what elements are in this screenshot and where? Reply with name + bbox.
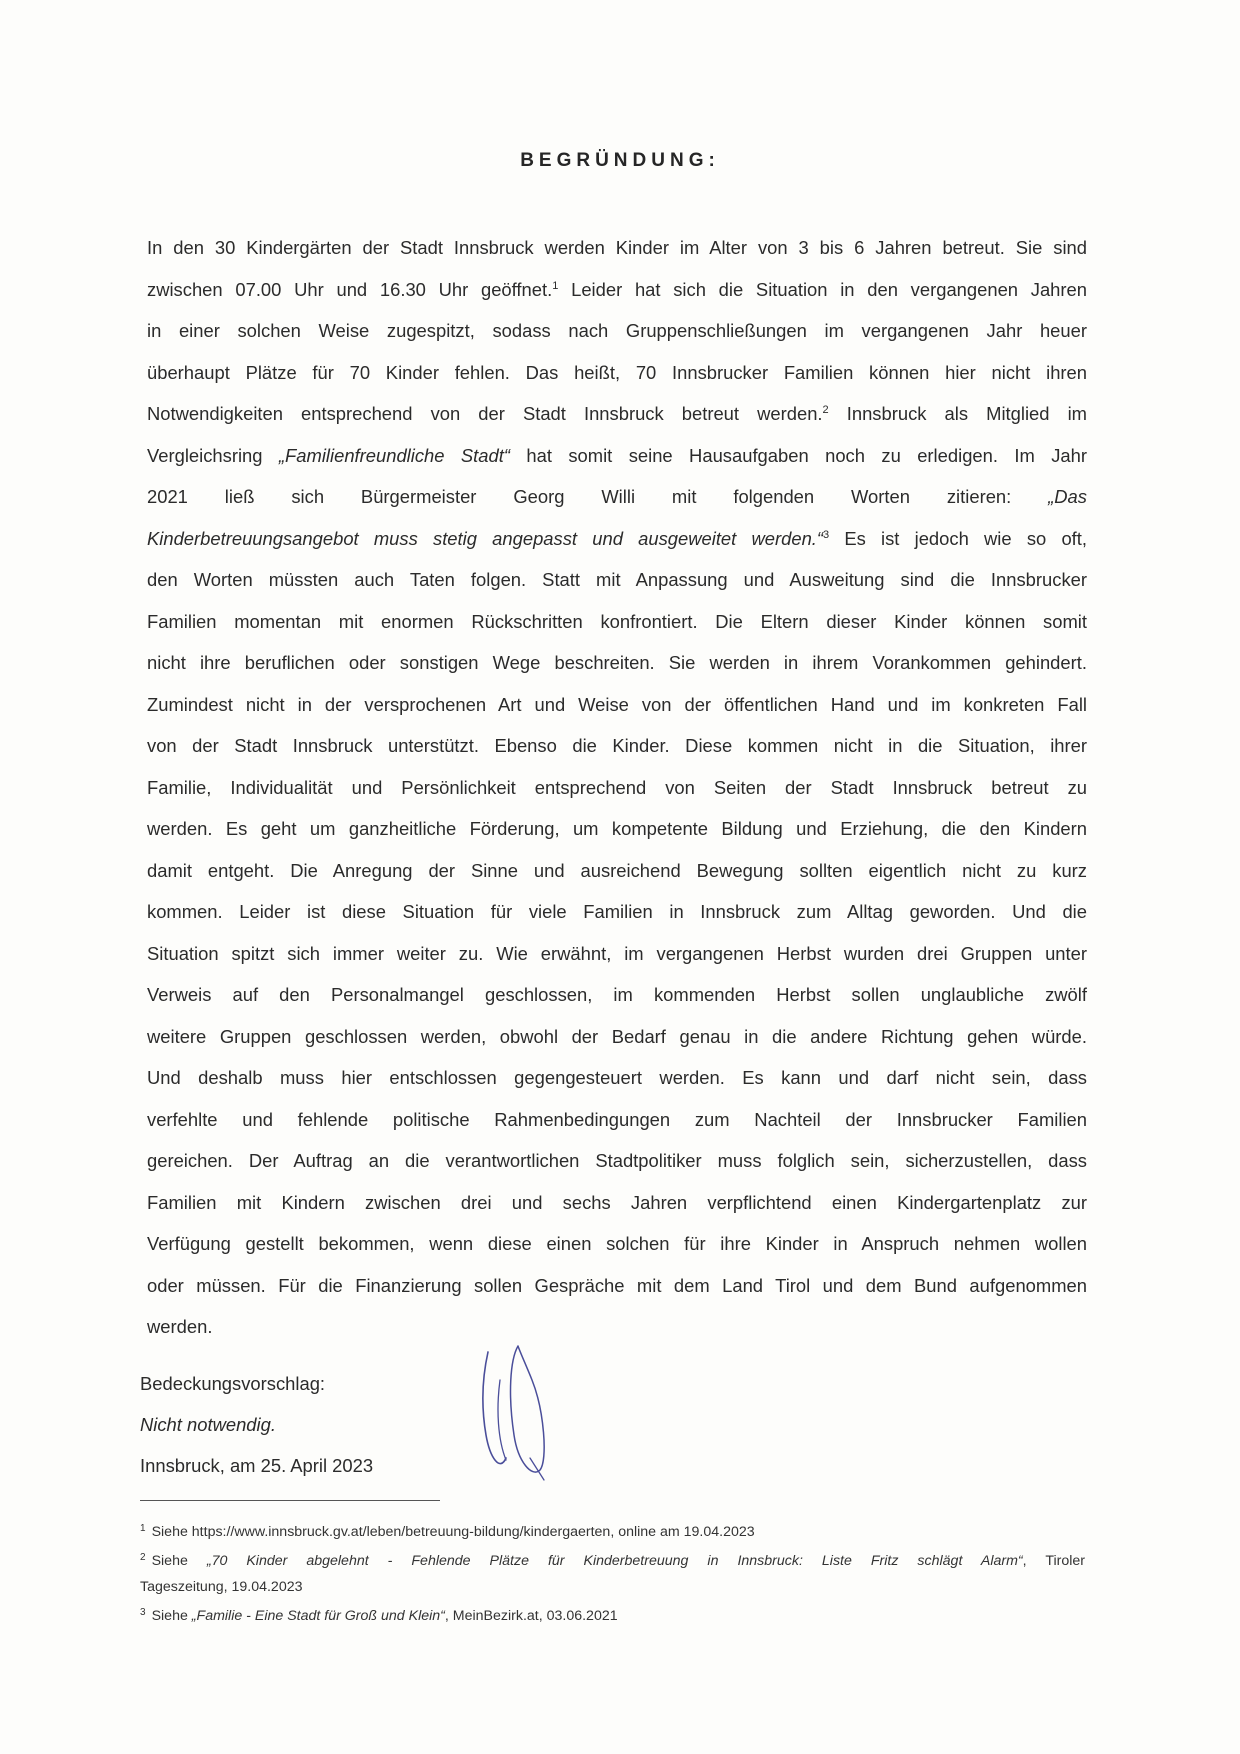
body-line: werden. Es geht um ganzheitliche Förderung, um kompetente Bildung und Erziehung, die den Kindern: [147, 818, 1087, 839]
body-line: 2021 ließ sich Bürgermeister Georg Willi mit folgenden Worten zitieren: „Das: [147, 486, 1087, 507]
body-line: Familien momentan mit enormen Rückschritten konfrontiert. Die Eltern dieser Kinder können somit: [147, 610, 1087, 632]
body-line: Und deshalb muss hier entschlossen gegengesteuert werden. Es kann und darf nicht sein, dass: [147, 1067, 1087, 1088]
footnote-divider: [140, 1500, 440, 1501]
body-line: oder müssen. Für die Finanzierung sollen Gespräche mit dem Land Tirol und dem Bund aufgenommen: [147, 1274, 1087, 1296]
body-line: In den 30 Kindergärten der Stadt Innsbruck werden Kinder im Alter von 3 bis 6 Jahren betreut. Sie sind: [147, 237, 1087, 258]
footnote-ref[interactable]: 3: [823, 528, 830, 541]
body-line: überhaupt Plätze für 70 Kinder fehlen. Das heißt, 70 Innsbrucker Familien können hier nicht ihren: [147, 361, 1087, 383]
footnotes: [140, 1516, 1085, 1629]
body-line: weitere Gruppen geschlossen werden, obwohl der Bedarf genau in die andere Richtung gehen würde.: [147, 1025, 1087, 1047]
body-line: Verweis auf den Personalmangel geschlossen, im kommenden Herbst sollen unglaubliche zwölf: [147, 984, 1087, 1005]
place-date: Innsbruck, am 25. April 2023: [140, 1455, 374, 1476]
body-line: den Worten müssten auch Taten folgen. Statt mit Anpassung und Ausweitung sind die Innsbrucker: [147, 569, 1087, 590]
body-line: Familie, Individualität und Persönlichkeit entsprechend von Seiten der Stadt Innsbruck betreut zu: [147, 776, 1087, 798]
body-line: in einer solchen Weise zugespitzt, sodass nach Gruppenschließungen im vergangenen Jahr heuer: [147, 320, 1087, 341]
body-line: Notwendigkeiten entsprechend von der Stadt Innsbruck betreut werden.$^2$ Innsbruck als Mitglied im: [147, 403, 1087, 424]
body-line: von der Stadt Innsbruck unterstützt. Ebenso die Kinder. Diese kommen nicht in die Situation, ihrer: [147, 735, 1087, 756]
body-line: Kinderbetreuungsangebot muss stetig angepasst und ausgeweitet werden.“$^3$ Es ist jedoch wie so oft,: [147, 527, 1087, 549]
coverage-label: Bedeckungsvorschlag:: [140, 1373, 326, 1394]
body-line: damit entgeht. Die Anregung der Sinne und ausreichend Bewegung sollten eigentlich nicht zu kurz: [147, 859, 1087, 881]
body-line: Vergleichsring „Familienfreundliche Stadt“ hat somit seine Hausaufgaben noch zu erledigen. Im Jahr: [147, 444, 1087, 466]
body-line: gereichen. Der Auftrag an die verantwortlichen Stadtpolitiker muss folglich sein, sicherzustellen, dass: [147, 1150, 1087, 1171]
body-line: verfehlte und fehlende politische Rahmenbedingungen zum Nachteil der Innsbrucker Familien: [147, 1108, 1087, 1130]
body-line: kommen. Leider ist diese Situation für viele Familien in Innsbruck zum Alltag geworden. Und die: [147, 901, 1087, 922]
footnote-2: $^2$ Siehe „70 Kinder abgelehnt - Fehlende Plätze für Kinderbetreuung in Innsbruck: Liste Fritz schlägt Alarm“, Tiroler Tageszeitung, 19.04.2023: [140, 1552, 1085, 1595]
body-line: Verfügung gestellt bekommen, wenn diese einen solchen für ihre Kinder in Anspruch nehmen wollen: [147, 1233, 1087, 1254]
footnote-3: $^3$ Siehe „Familie - Eine Stadt für Groß und Klein“, MeinBezirk.at, 03.06.2021: [140, 1607, 618, 1624]
signature-icon: [470, 1340, 580, 1485]
closing-block: [140, 1363, 740, 1486]
body-line: zwischen 07.00 Uhr und 16.30 Uhr geöffnet.$^1$ Leider hat sich die Situation in den vergangenen Jahren: [147, 278, 1087, 300]
footnote-1: $^1$ Siehe https://www.innsbruck.gv.at/leben/betreuung-bildung/kindergaerten, online am 19.04.2023: [140, 1523, 755, 1540]
body-line: Familien mit Kindern zwischen drei und sechs Jahren verpflichtend einen Kindergartenplatz zur: [147, 1191, 1087, 1213]
page-title: BEGRÜNDUNG:: [520, 150, 720, 171]
body-paragraph: [147, 227, 1087, 1348]
body-line: Zumindest nicht in der versprochenen Art und Weise von der öffentlichen Hand und im konkreten Fall: [147, 693, 1087, 715]
footnote-link[interactable]: Siehe https://www.innsbruck.gv.at/leben/betreuung-bildung/kindergaerten, online am 19.04.2023: [151, 1524, 755, 1540]
footnote-ref[interactable]: 2: [822, 404, 829, 416]
body-line: werden.: [147, 1316, 213, 1337]
body-line: nicht ihre beruflichen oder sonstigen Wege beschreiten. Sie werden in ihrem Vorankommen gehindert.: [147, 652, 1087, 673]
coverage-value: Nicht notwendig.: [140, 1414, 276, 1435]
body-line: Situation spitzt sich immer weiter zu. Wie erwähnt, im vergangenen Herbst wurden drei Gruppen unter: [147, 942, 1087, 964]
footnote-ref[interactable]: 1: [552, 279, 559, 292]
